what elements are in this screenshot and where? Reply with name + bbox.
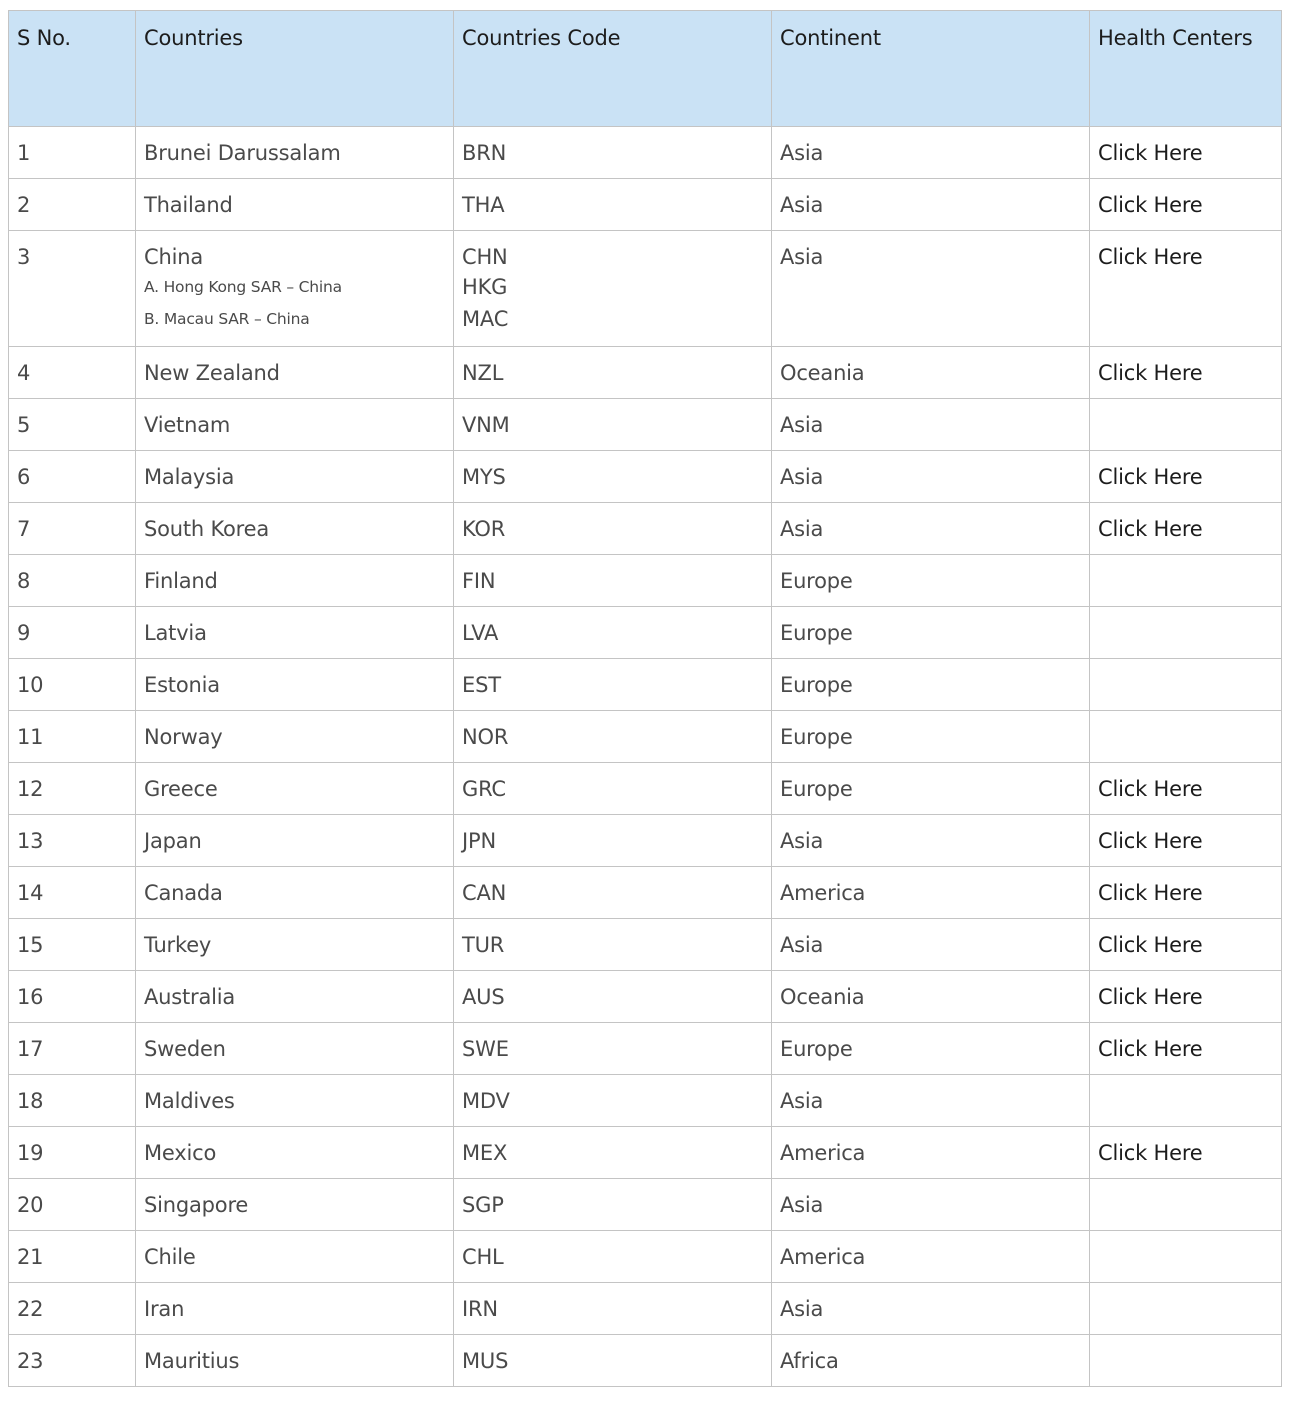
cell-sno: 14 — [9, 867, 136, 919]
table-row — [9, 659, 1282, 711]
health-centers-link[interactable]: Click Here — [1098, 245, 1203, 269]
health-centers-link[interactable]: Click Here — [1098, 933, 1203, 957]
cell-country: Japan — [136, 815, 454, 867]
cell-health-centers — [1090, 971, 1282, 1023]
cell-continent: Asia — [772, 1075, 1090, 1127]
health-centers-link[interactable]: Click Here — [1098, 881, 1203, 905]
cell-country-code: MEX — [454, 1127, 772, 1179]
table-header-row — [9, 11, 1282, 127]
cell-country: Estonia — [136, 659, 454, 711]
cell-sno: 20 — [9, 1179, 136, 1231]
cell-sno: 12 — [9, 763, 136, 815]
cell-sno: 5 — [9, 399, 136, 451]
cell-continent: Europe — [772, 659, 1090, 711]
health-centers-link[interactable]: Click Here — [1098, 141, 1203, 165]
cell-country: Australia — [136, 971, 454, 1023]
cell-health-centers — [1090, 503, 1282, 555]
cell-country-code: CHL — [454, 1231, 772, 1283]
cell-country-code — [454, 231, 772, 347]
table-row — [9, 231, 1282, 347]
cell-country-code: MUS — [454, 1335, 772, 1387]
cell-country-code: FIN — [454, 555, 772, 607]
cell-sno: 19 — [9, 1127, 136, 1179]
cell-country-code: CAN — [454, 867, 772, 919]
table-row — [9, 1231, 1282, 1283]
cell-continent: Asia — [772, 1179, 1090, 1231]
cell-continent: Asia — [772, 399, 1090, 451]
table-row — [9, 1075, 1282, 1127]
cell-country-code: SGP — [454, 1179, 772, 1231]
header-countries: Countries — [136, 11, 454, 127]
cell-country-code: SWE — [454, 1023, 772, 1075]
cell-health-centers — [1090, 399, 1282, 451]
cell-country-code: BRN — [454, 127, 772, 179]
cell-continent: Europe — [772, 1023, 1090, 1075]
cell-sno: 22 — [9, 1283, 136, 1335]
health-centers-link[interactable]: Click Here — [1098, 777, 1203, 801]
cell-health-centers — [1090, 1179, 1282, 1231]
cell-health-centers — [1090, 1023, 1282, 1075]
table-row — [9, 451, 1282, 503]
cell-continent: Asia — [772, 179, 1090, 231]
cell-continent: Asia — [772, 503, 1090, 555]
cell-sno: 18 — [9, 1075, 136, 1127]
cell-continent: Africa — [772, 1335, 1090, 1387]
cell-health-centers — [1090, 659, 1282, 711]
health-centers-link[interactable]: Click Here — [1098, 361, 1203, 385]
cell-country: Iran — [136, 1283, 454, 1335]
sub-country-code: HKG — [462, 275, 508, 299]
cell-country: Thailand — [136, 179, 454, 231]
health-centers-link[interactable]: Click Here — [1098, 829, 1203, 853]
health-centers-link[interactable]: Click Here — [1098, 1141, 1203, 1165]
sub-country-name: A. Hong Kong SAR – China — [144, 278, 342, 296]
cell-country: South Korea — [136, 503, 454, 555]
cell-country: Singapore — [136, 1179, 454, 1231]
cell-continent: Oceania — [772, 347, 1090, 399]
table-row — [9, 555, 1282, 607]
cell-sno: 15 — [9, 919, 136, 971]
table-row — [9, 763, 1282, 815]
cell-country: Malaysia — [136, 451, 454, 503]
cell-country-code: NOR — [454, 711, 772, 763]
cell-sno: 6 — [9, 451, 136, 503]
cell-health-centers — [1090, 231, 1282, 347]
cell-country-code: EST — [454, 659, 772, 711]
cell-health-centers — [1090, 179, 1282, 231]
cell-continent: America — [772, 867, 1090, 919]
cell-sno: 4 — [9, 347, 136, 399]
cell-health-centers — [1090, 347, 1282, 399]
cell-country: Chile — [136, 1231, 454, 1283]
table-row — [9, 1335, 1282, 1387]
cell-country: Finland — [136, 555, 454, 607]
cell-sno: 1 — [9, 127, 136, 179]
cell-continent: America — [772, 1127, 1090, 1179]
cell-country: Mexico — [136, 1127, 454, 1179]
countries-table — [8, 10, 1282, 1387]
cell-health-centers — [1090, 1231, 1282, 1283]
table-row — [9, 347, 1282, 399]
cell-health-centers — [1090, 815, 1282, 867]
cell-country: Greece — [136, 763, 454, 815]
cell-health-centers — [1090, 1283, 1282, 1335]
cell-health-centers — [1090, 1075, 1282, 1127]
cell-country-code: JPN — [454, 815, 772, 867]
cell-continent: Europe — [772, 555, 1090, 607]
table-row — [9, 127, 1282, 179]
cell-health-centers — [1090, 867, 1282, 919]
cell-health-centers — [1090, 919, 1282, 971]
cell-continent: Asia — [772, 919, 1090, 971]
cell-country-code: IRN — [454, 1283, 772, 1335]
table-row — [9, 919, 1282, 971]
cell-country-code: GRC — [454, 763, 772, 815]
cell-sno: 7 — [9, 503, 136, 555]
cell-country: Vietnam — [136, 399, 454, 451]
cell-health-centers — [1090, 451, 1282, 503]
cell-continent: America — [772, 1231, 1090, 1283]
table-row — [9, 179, 1282, 231]
cell-continent: Asia — [772, 815, 1090, 867]
cell-country: New Zealand — [136, 347, 454, 399]
table-row — [9, 1127, 1282, 1179]
cell-country — [136, 231, 454, 347]
table-row — [9, 1283, 1282, 1335]
cell-continent: Asia — [772, 1283, 1090, 1335]
cell-sno: 3 — [9, 231, 136, 347]
cell-country-code: THA — [454, 179, 772, 231]
cell-country: Sweden — [136, 1023, 454, 1075]
cell-country-code: AUS — [454, 971, 772, 1023]
cell-country: Brunei Darussalam — [136, 127, 454, 179]
sub-country-code: MAC — [462, 307, 509, 331]
cell-country-code: MYS — [454, 451, 772, 503]
cell-continent: Europe — [772, 607, 1090, 659]
cell-country: Norway — [136, 711, 454, 763]
health-centers-link[interactable]: Click Here — [1098, 1037, 1203, 1061]
table-row — [9, 399, 1282, 451]
table-body — [9, 127, 1282, 1387]
health-centers-link[interactable]: Click Here — [1098, 517, 1203, 541]
health-centers-link[interactable]: Click Here — [1098, 193, 1203, 217]
cell-continent: Asia — [772, 231, 1090, 347]
cell-sno: 13 — [9, 815, 136, 867]
cell-country-code: KOR — [454, 503, 772, 555]
table-row — [9, 867, 1282, 919]
cell-country-code: NZL — [454, 347, 772, 399]
cell-sno: 2 — [9, 179, 136, 231]
table-row — [9, 711, 1282, 763]
cell-country: Maldives — [136, 1075, 454, 1127]
table-row — [9, 971, 1282, 1023]
cell-sno: 10 — [9, 659, 136, 711]
health-centers-link[interactable]: Click Here — [1098, 985, 1203, 1009]
cell-sno: 8 — [9, 555, 136, 607]
cell-sno: 21 — [9, 1231, 136, 1283]
table-row — [9, 503, 1282, 555]
table-row — [9, 607, 1282, 659]
cell-country-code: MDV — [454, 1075, 772, 1127]
health-centers-link[interactable]: Click Here — [1098, 465, 1203, 489]
cell-country: Mauritius — [136, 1335, 454, 1387]
cell-country: Latvia — [136, 607, 454, 659]
cell-sno: 11 — [9, 711, 136, 763]
cell-continent: Asia — [772, 127, 1090, 179]
cell-health-centers — [1090, 607, 1282, 659]
cell-health-centers — [1090, 127, 1282, 179]
cell-country: Turkey — [136, 919, 454, 971]
cell-continent: Europe — [772, 763, 1090, 815]
header-countries-code: Countries Code — [454, 11, 772, 127]
cell-country-code: TUR — [454, 919, 772, 971]
table-row — [9, 1179, 1282, 1231]
cell-sno: 23 — [9, 1335, 136, 1387]
cell-health-centers — [1090, 555, 1282, 607]
cell-country-code: LVA — [454, 607, 772, 659]
country-code: CHN — [462, 245, 508, 269]
cell-health-centers — [1090, 763, 1282, 815]
table-row — [9, 1023, 1282, 1075]
cell-continent: Europe — [772, 711, 1090, 763]
table-row — [9, 815, 1282, 867]
cell-continent: Oceania — [772, 971, 1090, 1023]
sub-country-name: B. Macau SAR – China — [144, 310, 310, 328]
country-name: China — [144, 245, 203, 269]
header-health-centers: Health Centers — [1090, 11, 1282, 127]
cell-country: Canada — [136, 867, 454, 919]
header-sno: S No. — [9, 11, 136, 127]
cell-sno: 16 — [9, 971, 136, 1023]
cell-health-centers — [1090, 1127, 1282, 1179]
cell-sno: 9 — [9, 607, 136, 659]
cell-health-centers — [1090, 1335, 1282, 1387]
header-continent: Continent — [772, 11, 1090, 127]
cell-health-centers — [1090, 711, 1282, 763]
cell-sno: 17 — [9, 1023, 136, 1075]
cell-country-code: VNM — [454, 399, 772, 451]
cell-continent: Asia — [772, 451, 1090, 503]
